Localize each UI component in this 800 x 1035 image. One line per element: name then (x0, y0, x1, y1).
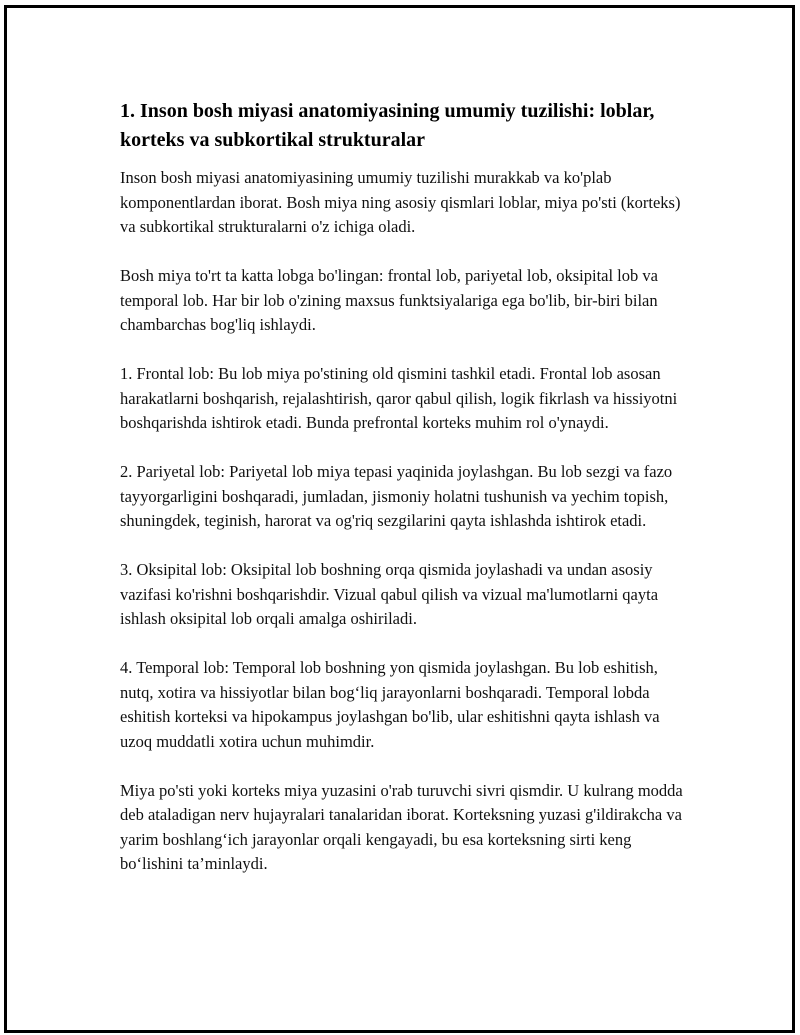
paragraph-temporal-lobe: 4. Temporal lob: Temporal lob boshning yon qismida joylashgan. Bu lob eshitish, nutq, xotira va hissiyotlar bilan bog‘liq jarayonlarni boshqaradi. Temporal lobda eshitish korteksi va hipokampus joylashgan bo'lib, ular eshitishni qayta ishlash va uzoq muddatli xotira uchun muhimdir. (120, 658, 660, 751)
paragraph-intro: Inson bosh miyasi anatomiyasining umumiy tuzilishi murakkab va ko'plab komponentlardan iborat. Bosh miya ning asosiy qismlari loblar, miya po'sti (korteks) va subkortikal strukturalarni o'z ichiga oladi. (120, 168, 681, 236)
document-body (120, 97, 690, 901)
paragraph-lobes-overview: Bosh miya to'rt ta katta lobga bo'lingan: frontal lob, pariyetal lob, oksipital lob va temporal lob. Har bir lob o'zining maxsus funktsiyalariga ega bo'lib, bir-biri bilan chambarchas bog'liq ishlaydi. (120, 266, 658, 334)
section-title: 1. Inson bosh miyasi anatomiyasining umumiy tuzilishi: loblar, korteks va subkortikal strukturalar (120, 100, 655, 151)
paragraph-cortex: Miya po'sti yoki korteks miya yuzasini o'rab turuvchi sivri qismdir. U kulrang modda deb ataladigan nerv hujayralari tanalaridan iborat. Korteksning yuzasi g'ildirakcha va yarim boshlang‘ich jarayonlar orqali kengayadi, bu esa korteksning sirti keng bo‘lishini ta’minlaydi. (120, 780, 683, 873)
paragraph-occipital-lobe: 3. Oksipital lob: Oksipital lob boshning orqa qismida joylashadi va undan asosiy vazifasi ko'rishni boshqarishdir. Vizual qabul qilish va vizual ma'lumotlarni qayta ishlash oksipital lob orqali amalga oshiriladi. (120, 560, 659, 628)
paragraph-parietal-lobe: 2. Pariyetal lob: Pariyetal lob miya tepasi yaqinida joylashgan. Bu lob sezgi va fazo tayyorgarligini boshqaradi, jumladan, jismoniy holatni tushunish va yechim topish, shuningdek, teginish, harorat va og'riq sezgilarini qayta ishlashda ishtirok etadi. (120, 462, 673, 530)
paragraph-frontal-lobe: 1. Frontal lob: Bu lob miya po'stining old qismini tashkil etadi. Frontal lob asosan harakatlarni boshqarish, rejalashtirish, qaror qabul qilish, logik fikrlash va hissiyotni boshqarishda ishtirok etadi. Bunda prefrontal korteks muhim rol o'ynaydi. (120, 364, 678, 432)
page-frame (4, 5, 795, 1033)
